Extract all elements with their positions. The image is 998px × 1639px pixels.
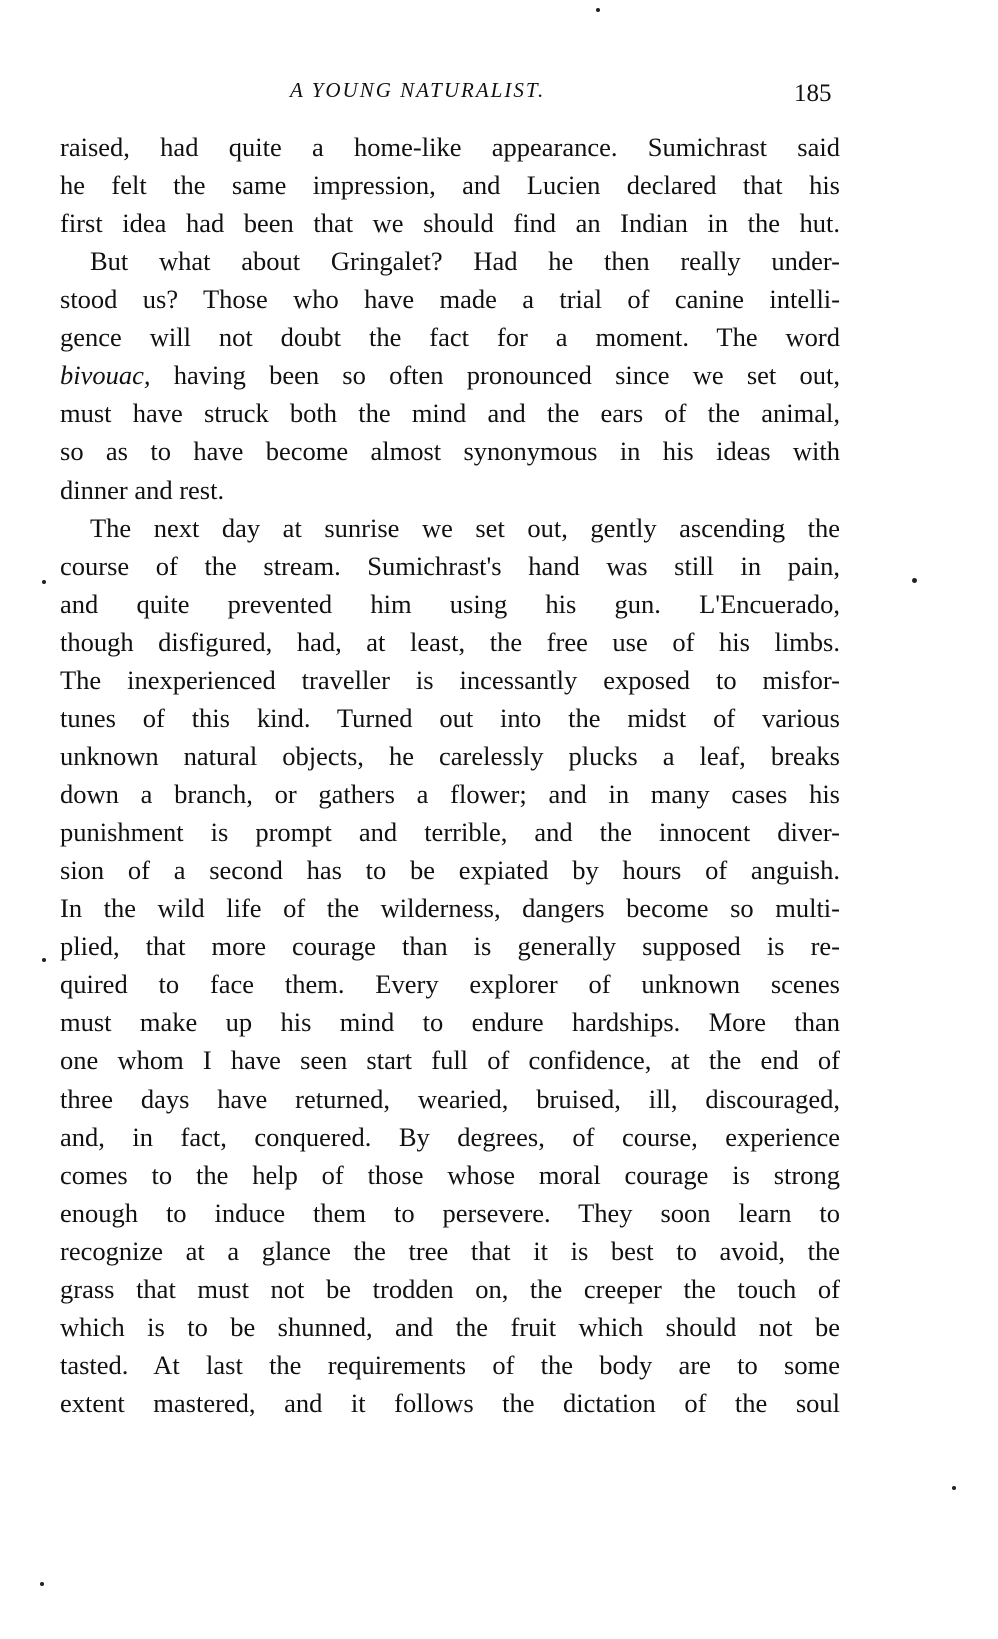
text-line: sion of a second has to be expiated by hours of anguish.	[60, 855, 840, 886]
text-line: must have struck both the mind and the ears of the animal,	[60, 398, 840, 429]
running-title: A YOUNG NATURALIST.	[290, 78, 546, 102]
text-line: But what about Gringalet? Had he then really under-	[90, 246, 840, 277]
text-line: In the wild life of the wilderness, dangers become so multi-	[60, 893, 840, 924]
speck	[912, 578, 917, 583]
text-line: unknown natural objects, he carelessly plucks a leaf, breaks	[60, 740, 840, 771]
text-line: tasted. At last the requirements of the body are to some	[60, 1349, 840, 1380]
text-line: dinner and rest.	[60, 474, 225, 505]
text-line: first idea had been that we should find an Indian in the hut.	[60, 208, 840, 239]
text-line: enough to induce them to persevere. They soon learn to	[60, 1197, 840, 1228]
text-line: tunes of this kind. Turned out into the midst of various	[60, 702, 840, 733]
text-line: comes to the help of those whose moral courage is strong	[60, 1159, 840, 1190]
page-header	[0, 78, 998, 112]
text-line	[60, 358, 840, 392]
speck	[40, 1582, 44, 1586]
text-line: down a branch, or gathers a flower; and in many cases his	[60, 779, 840, 810]
text-line: one whom I have seen start full of confidence, at the end of	[60, 1045, 840, 1076]
text-line: quired to face them. Every explorer of unknown scenes	[60, 969, 840, 1000]
text-line: recognize at a glance the tree that it is best to avoid, the	[60, 1235, 840, 1266]
speck	[42, 580, 46, 584]
text-line: course of the stream. Sumichrast's hand was still in pain,	[60, 550, 840, 581]
text-line: grass that must not be trodden on, the creeper the touch of	[60, 1273, 840, 1304]
page-number: 185	[794, 80, 832, 107]
text-line: plied, that more courage than is generally supposed is re-	[60, 931, 840, 962]
text-line: gence will not doubt the fact for a moment. The word	[60, 322, 840, 353]
text-line: and quite prevented him using his gun. L'Encuerado,	[60, 588, 840, 619]
italic-word: bivouac,	[60, 360, 151, 391]
text-line: he felt the same impression, and Lucien declared that his	[60, 170, 840, 201]
speck	[42, 958, 46, 962]
text-line: which is to be shunned, and the fruit which should not be	[60, 1311, 840, 1342]
speck	[952, 1486, 956, 1490]
text-line: three days have returned, wearied, bruised, ill, discouraged,	[60, 1083, 840, 1114]
text-line: must make up his mind to endure hardships. More than	[60, 1007, 840, 1038]
text-line: extent mastered, and it follows the dictation of the soul	[60, 1387, 840, 1418]
text-segment: having been so often pronounced since we set out,	[150, 360, 840, 391]
text-line: though disfigured, had, at least, the free use of his limbs.	[60, 626, 840, 657]
text-line: so as to have become almost synonymous in his ideas with	[60, 436, 840, 467]
text-line: The inexperienced traveller is incessantly exposed to misfor-	[60, 664, 840, 695]
text-line: and, in fact, conquered. By degrees, of course, experience	[60, 1121, 840, 1152]
text-line: The next day at sunrise we set out, gently ascending the	[90, 512, 840, 543]
text-line: punishment is prompt and terrible, and the innocent diver-	[60, 817, 840, 848]
text-line: stood us? Those who have made a trial of canine intelli-	[60, 284, 840, 315]
text-line: raised, had quite a home-like appearance. Sumichrast said	[60, 132, 840, 162]
speck	[596, 8, 600, 12]
